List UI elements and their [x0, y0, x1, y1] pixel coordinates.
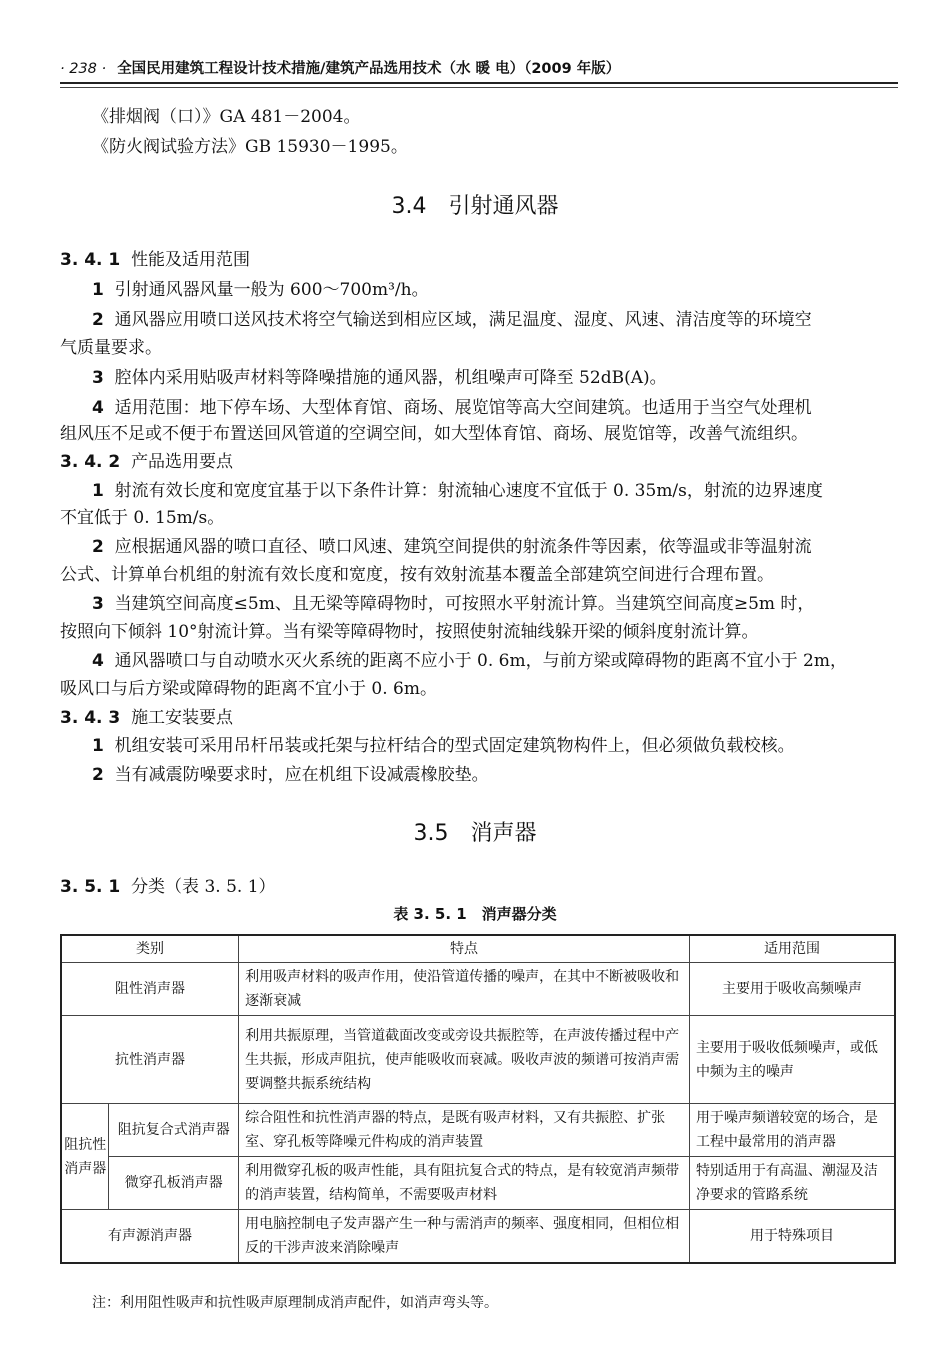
category-cell: 阻性消声器 — [61, 963, 239, 1016]
subsection-3-4-1 — [60, 248, 250, 272]
table-row — [61, 1157, 895, 1210]
table-caption: 表 3. 5. 1 消声器分类 — [393, 905, 557, 923]
subsection-heading: 性能及适用范围 — [131, 250, 251, 270]
paragraph-line: 1 机组安装可采用吊杆吊装或托架与拉杆结合的型式固定建筑物构件上，但必须做负载校核。 — [92, 736, 795, 756]
scope-cell: 用于噪声频谱较宽的场合，是工程中最常用的消声器 — [689, 1104, 895, 1157]
subsection-3-5-1 — [60, 875, 276, 899]
subsection-heading: 产品选用要点 — [131, 452, 234, 472]
paragraph-line: 2 通风器应用喷口送风技术将空气输送到相应区域，满足温度、湿度、风速、清洁度等的环境空 — [92, 310, 812, 330]
paragraph-line: 2 应根据通风器的喷口直径、喷口风速、建筑空间提供的射流条件等因素，依等温或非等温射流 — [92, 537, 812, 557]
feature-cell: 利用共振原理，当管道截面改变或旁设共振腔等，在声波传播过程中产生共振，形成声阻抗，使声能吸收而衰减。吸收声波的频谱可按消声需要调整共振系统结构 — [239, 1016, 690, 1104]
running-header — [60, 57, 898, 78]
paragraph-line: 4 适用范围：地下停车场、大型体育馆、商场、展览馆等高大空间建筑。也适用于当空气处理机 — [92, 398, 812, 418]
book-title: 全国民用建筑工程设计技术措施/建筑产品选用技术（水 暖 电）（2009 年版） — [117, 61, 621, 77]
column-header: 适用范围 — [689, 935, 895, 963]
paragraph-line: 3 当建筑空间高度≤5m、且无梁等障碍物时，可按照水平射流计算。当建筑空间高度≥5m 时， — [92, 594, 815, 614]
feature-cell: 用电脑控制电子发声器产生一种与需消声的频率、强度相同，但相位相反的干涉声波来消除噪声 — [239, 1210, 690, 1264]
scope-cell: 用于特殊项目 — [689, 1210, 895, 1264]
paragraph-line: 组风压不足或不便于布置送回风管道的空调空间，如大型体育馆、商场、展览馆等，改善气流组织。 — [60, 424, 808, 444]
column-header: 类别 — [61, 935, 239, 963]
subsection-number: 3. 4. 2 — [60, 452, 121, 472]
header-rule-thick — [60, 82, 898, 84]
subsection-heading: 施工安装要点 — [131, 708, 234, 728]
category-cell: 微穿孔板消声器 — [109, 1157, 239, 1210]
scope-cell: 主要用于吸收高频噪声 — [689, 963, 895, 1016]
section-title-3-5: 3.5 消声器 — [413, 821, 537, 846]
table-row — [61, 1210, 895, 1264]
feature-cell: 利用微穿孔板的吸声性能，具有阻抗复合式的特点，是有较宽消声频带的消声装置，结构简单，不需要吸声材料 — [239, 1157, 690, 1210]
category-cell: 有声源消声器 — [61, 1210, 239, 1264]
paragraph-line: 1 射流有效长度和宽度宜基于以下条件计算：射流轴心速度不宜低于 0. 35m/s，射流的边界速度 — [92, 481, 823, 501]
reference-line: 《防火阀试验方法》GB 15930－1995。 — [92, 137, 408, 157]
table-note: 注：利用阻性吸声和抗性吸声原理制成消声配件，如消声弯头等。 — [92, 1295, 498, 1311]
paragraph-line: 4 通风器喷口与自动喷水灭火系统的距离不应小于 0. 6m，与前方梁或障碍物的距离不宜小于 2m， — [92, 651, 847, 671]
paragraph-line: 气质量要求。 — [60, 338, 162, 358]
subsection-number: 3. 4. 3 — [60, 708, 121, 728]
muffler-classification-table — [60, 934, 896, 1264]
category-cell: 阻抗复合式消声器 — [109, 1104, 239, 1157]
category-cell: 抗性消声器 — [61, 1016, 239, 1104]
scope-cell: 主要用于吸收低频噪声，或低中频为主的噪声 — [689, 1016, 895, 1104]
paragraph-line: 1 引射通风器风量一般为 600～700m³/h。 — [92, 280, 429, 300]
subsection-3-4-2 — [60, 450, 233, 474]
paragraph-line: 公式、计算单台机组的射流有效长度和宽度，按有效射流基本覆盖全部建筑空间进行合理布置。 — [60, 565, 774, 585]
subsection-number: 3. 4. 1 — [60, 250, 121, 270]
paragraph-line: 3 腔体内采用贴吸声材料等降噪措施的通风器，机组噪声可降至 52dB(A)。 — [92, 368, 667, 388]
group-cell: 阻抗性消声器 — [61, 1104, 109, 1210]
subsection-number: 3. 5. 1 — [60, 877, 121, 897]
table-header-row — [61, 935, 895, 963]
subsection-heading: 分类（表 3. 5. 1） — [131, 877, 276, 897]
feature-cell: 利用吸声材料的吸声作用，使沿管道传播的噪声，在其中不断被吸收和逐渐衰减 — [239, 963, 690, 1016]
table-row — [61, 1104, 895, 1157]
table-row — [61, 963, 895, 1016]
header-rule-thin — [60, 87, 898, 88]
section-title-3-4: 3.4 引射通风器 — [391, 194, 559, 219]
reference-line: 《排烟阀（口）》GA 481－2004。 — [92, 107, 361, 127]
feature-cell: 综合阻性和抗性消声器的特点，是既有吸声材料，又有共振腔、扩张室、穿孔板等降噪元件构成的消声装置 — [239, 1104, 690, 1157]
subsection-3-4-3 — [60, 706, 233, 730]
paragraph-line: 2 当有减震防噪要求时，应在机组下设减震橡胶垫。 — [92, 765, 489, 785]
paragraph-line: 吸风口与后方梁或障碍物的距离不宜小于 0. 6m。 — [60, 679, 437, 699]
column-header: 特点 — [239, 935, 690, 963]
table-row — [61, 1016, 895, 1104]
scope-cell: 特别适用于有高温、潮湿及洁净要求的管路系统 — [689, 1157, 895, 1210]
page-number: · 238 · — [60, 61, 107, 77]
paragraph-line: 不宜低于 0. 15m/s。 — [60, 508, 225, 528]
paragraph-line: 按照向下倾斜 10°射流计算。当有梁等障碍物时，按照使射流轴线躲开梁的倾斜度射流计算。 — [60, 622, 759, 642]
